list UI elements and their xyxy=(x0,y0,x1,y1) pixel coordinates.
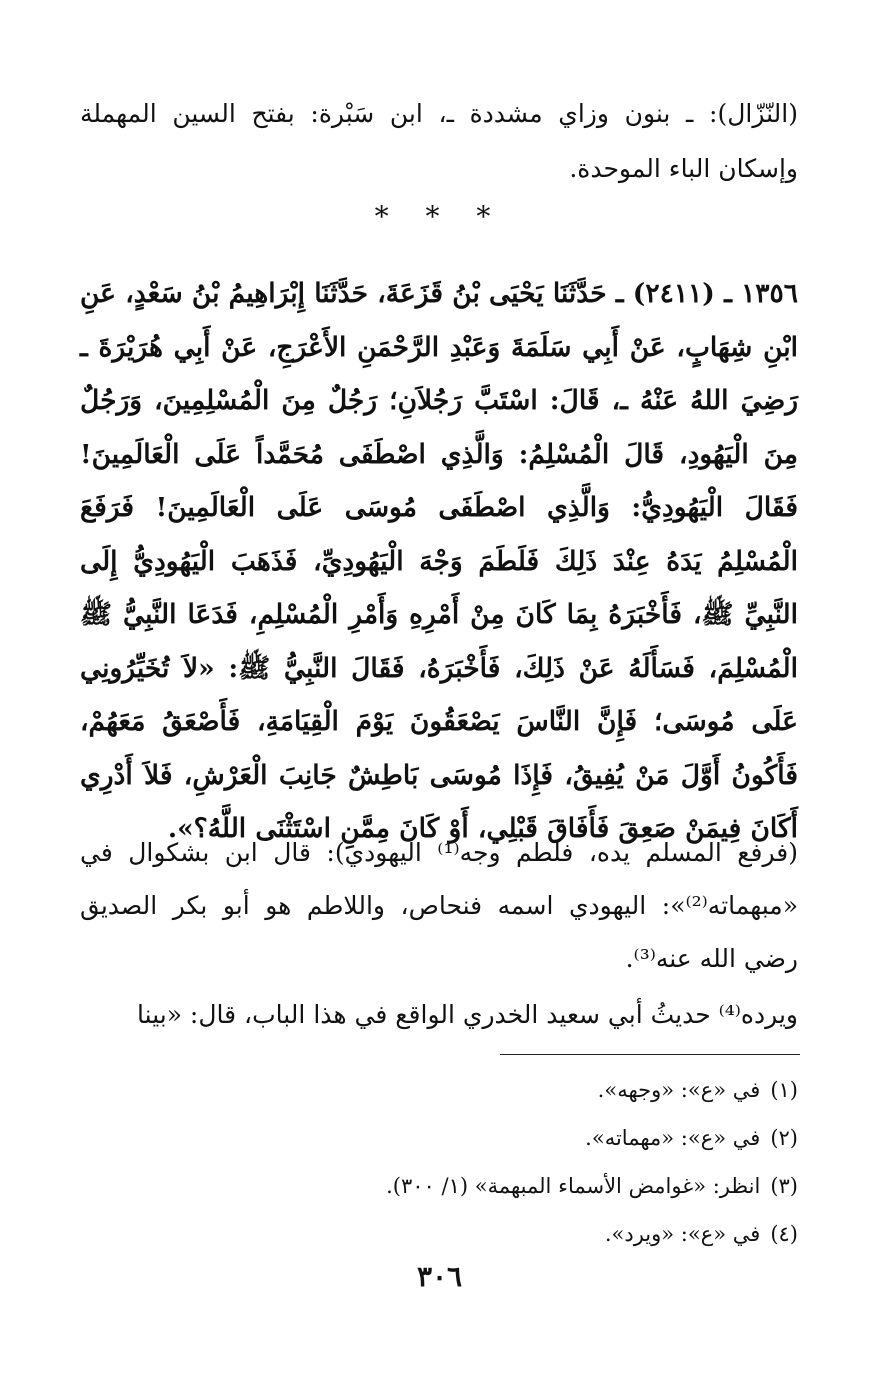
page-number: ٣٠٦ xyxy=(416,1260,463,1293)
footnote-item xyxy=(80,1162,798,1210)
footnote-text: في «ع»: «وجهه». xyxy=(597,1078,761,1102)
footnote-text: في «ع»: «ويرد». xyxy=(604,1222,761,1246)
footnote-item xyxy=(80,1066,798,1114)
commentary-paragraph: (فرفع المسلم يده، فلطم وجه⁽¹⁾ اليهودي): قال ابن بشكوال في «مبهماته⁽²⁾»: اليهودي اسمه فنحاص، واللاطم هو أبو بكر الصديق رضي الله عنه⁽³⁾. xyxy=(80,838,799,973)
footnote-number: (٤) xyxy=(770,1222,798,1246)
footnote-number: (١) xyxy=(770,1078,798,1102)
continuation-paragraph: ويرده⁽⁴⁾ حديثُ أبي سعيد الخدري الواقع في هذا الباب، قال: «بينا xyxy=(137,1000,798,1029)
footnotes-list xyxy=(80,1066,798,1258)
footnote-text: في «ع»: «مهماته». xyxy=(585,1126,761,1150)
section-separator: * * * xyxy=(374,200,505,233)
footnote-text: انظر: «غوامض الأسماء المبهمة» (١/ ٣٠٠). xyxy=(386,1174,761,1198)
footnote-number: (٢) xyxy=(770,1126,798,1150)
footnote-number: (٣) xyxy=(770,1174,798,1198)
top-explanatory-note: (النّزّال): ـ بنون وزاي مشددة ـ، ابن سَبْرة: بفتح السين المهملة وإسكان الباء الموحدة. xyxy=(80,99,798,183)
footnote-divider xyxy=(500,1054,800,1055)
hadith-text: ١٣٥٦ ـ (٢٤١١) ـ حَدَّثَنَا يَحْيَى بْنُ قَزَعَةَ، حَدَّثَنَا إِبْرَاهِيمُ بْنُ سَعْدٍ، عَنِ ابْنِ شِهَابٍ، عَنْ أَبِي سَلَمَةَ وَعَبْدِ الرَّحْمَنِ الأَعْرَجِ، عَنْ أَبِي هُرَيْرَةَ ـ رَضِيَ اللهُ عَنْهُ ـ، قَالَ: اسْتَبَّ رَجُلاَنِ؛ رَجُلٌ مِنَ الْمُسْلِمِينَ، وَرَجُلٌ مِنَ الْيَهُودِ، قَالَ الْمُسْلِمُ: وَالَّذِي اصْطَفَى مُحَمَّداً عَلَى الْعَالَمِينَ! فَقَالَ الْيَهُودِيُّ: وَالَّذِي اصْطَفَى مُوسَى عَلَى الْعَالَمِينَ! فَرَفَعَ الْمُسْلِمُ يَدَهُ عِنْدَ ذَلِكَ فَلَطَمَ وَجْهَ الْيَهُودِيِّ، فَذَهَبَ الْيَهُودِيُّ إِلَى النَّبِيِّ ﷺ، فَأَخْبَرَهُ بِمَا كَانَ مِنْ أَمْرِهِ وَأَمْرِ الْمُسْلِمِ، فَدَعَا النَّبِيُّ ﷺ الْمُسْلِمَ، فَسَأَلَهُ عَنْ ذَلِكَ، فَأَخْبَرَهُ، فَقَالَ النَّبِيُّ ﷺ: «لاَ تُخَيِّرُونِي عَلَى مُوسَى؛ فَإِنَّ النَّاسَ يَصْعَقُونَ يَوْمَ الْقِيَامَةِ، فَأَصْعَقُ مَعَهُمْ، فَأَكُونُ أَوَّلَ مَنْ يُفِيقُ، فَإِذَا مُوسَى بَاطِشٌ جَانِبَ الْعَرْشِ، فَلاَ أَدْرِي أَكَانَ فِيمَنْ صَعِقَ فَأَفَاقَ قَبْلِي، أَوْ كَانَ مِمَّنِ اسْتَثْنَى اللَّهُ؟». xyxy=(80,278,798,844)
footnote-item xyxy=(80,1114,798,1162)
footnote-item xyxy=(80,1210,798,1258)
